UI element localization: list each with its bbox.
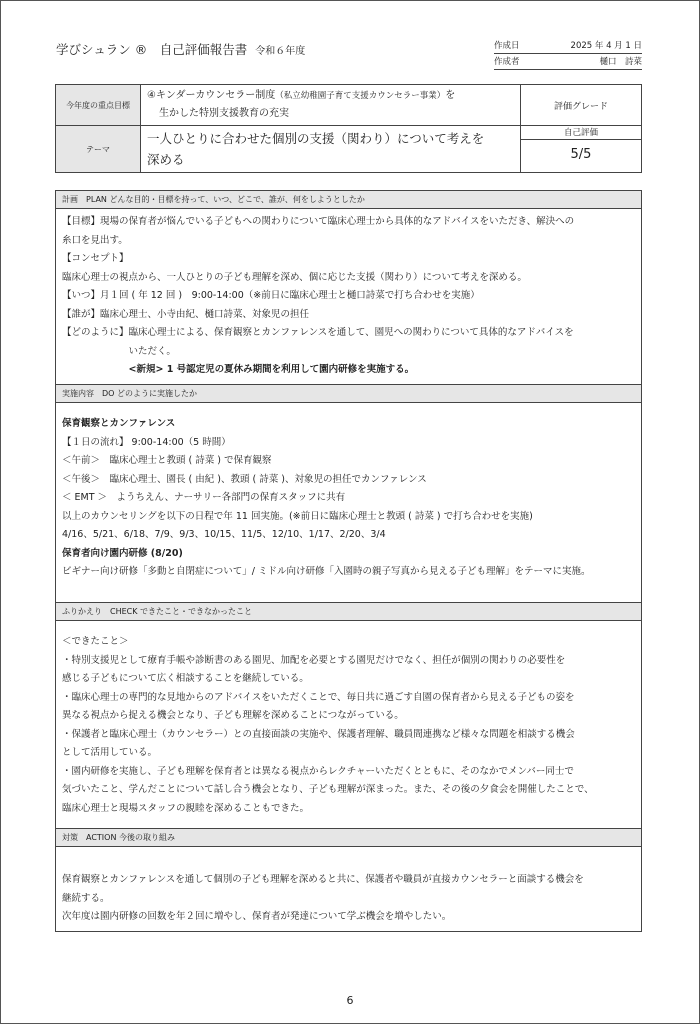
check-line: 異なる視点から捉える機会となり、子ども理解を深めることにつながっている。 <box>62 710 404 721</box>
self-eval-cell <box>521 126 642 173</box>
created-date-label: 作成日 <box>494 41 520 51</box>
goal-line1-main: ④キンダーカウンセラー制度 <box>147 90 276 101</box>
grade-label: 評価グレード <box>521 85 642 126</box>
action-line: 次年度は園内研修の回数を年２回に増やし、保育者が発達について学ぶ機会を増やしたい。 <box>62 911 452 922</box>
created-date-row <box>494 38 642 54</box>
plan-how <box>62 324 635 380</box>
action-line: 保育観察とカンファレンスを通して個別の子ども理解を深めると共に、保護者や職員が直接カウンセラーと面談する機会を <box>62 874 584 885</box>
do-line: 4/16、5/21、6/18、7/9、9/3、10/15、11/5、12/10、1/17、2/20、3/4 <box>62 529 386 540</box>
plan-heading: 計画 PLAN どんな目的・目標を持って、いつ、どこで、誰が、何をしようとしたか <box>56 191 641 209</box>
check-line: ・園内研修を実施し、子ども理解を保育者とは異なる視点からレクチャーいただくとともに、そのなかでメンバー同士で <box>62 765 574 777</box>
plan-how-new: <新規> 1 号認定児の夏休み期間を利用して園内研修を実施する。 <box>128 364 415 375</box>
goal-line1-note: （私立幼稚園子育て支援カウンセラー事業） <box>275 91 446 101</box>
self-eval-label: 自己評価 <box>521 128 641 140</box>
theme-line1: 一人ひとりに合わせた個別の支援（関わり）について考えを <box>147 131 485 146</box>
summary-table <box>55 84 642 173</box>
plan-line: 臨床心理士の視点から、一人ひとりの子ども理解を深め、個に応じた支援（関わり）について考えを深める。 <box>62 271 527 283</box>
plan-line: 【目標】現場の保育者が悩んでいる子どもへの関わりについて臨床心理士から具体的なアドバイスをいただき、解決への <box>62 216 575 227</box>
plan-section <box>56 209 641 384</box>
theme-line2: 深める <box>147 152 185 167</box>
check-line: ・特別支援児として療育手帳や診断書のある園児、加配を必要とする園児だけでなく、担任が個別の関わりの必要性を <box>62 654 566 666</box>
goal-line2: 生かした特別支援教育の充実 <box>159 108 289 119</box>
pdca-report <box>55 190 642 932</box>
check-line: ・保護者と臨床心理士（カウンセラー）との直接面談の実施や、保護者理解、職員間連携など様々な問題を相談する機会 <box>62 728 575 740</box>
plan-how-key: 【どのように】 <box>62 327 129 338</box>
plan-how-line: 臨床心理士による、保育観察とカンファレンスを通して、園児への関わりについて具体的なアドバイスを <box>128 327 574 338</box>
self-eval-value: 5/5 <box>570 147 592 162</box>
author-value: 樋口 詩菜 <box>599 57 642 67</box>
do-line: ＜午前＞ 臨床心理士と教頭 ( 詩菜 ) で保育観察 <box>62 455 272 466</box>
author-label: 作成者 <box>494 57 520 67</box>
theme-text <box>141 126 521 173</box>
goal-label: 今年度の重点目標 <box>56 85 141 126</box>
document-title <box>56 40 305 58</box>
check-line: として活用している。 <box>62 747 158 758</box>
check-line: ＜できたこと＞ <box>62 636 129 647</box>
fiscal-year: 令和６年度 <box>255 46 306 57</box>
do-line: 【１日の流れ】 9:00-14:00（5 時間） <box>62 436 231 448</box>
action-line: 継続する。 <box>62 892 110 904</box>
do-line: ビギナー向け研修「多動と自閉症について」/ ミドル向け研修「入園時の親子写真から見える子ども理解」をテーマに実施。 <box>62 566 591 577</box>
do-line: 以上のカウンセリングを以下の日程で年 11 回実施。(※前日に臨床心理士と教頭 ( 詩菜 ) で打ち合わせを実施) <box>62 510 533 522</box>
check-line: 気づいたこと、学んだことについて話し合う機会となり、子ども理解が深まった。また、その後の夕食会を開催したことで、 <box>62 784 594 795</box>
goal-line1-tail: を <box>445 90 456 101</box>
do-line: ＜午後＞ 臨床心理士、園長 ( 由紀 )、教頭 ( 詩菜 )、対象児の担任でカンファレンス <box>62 473 427 485</box>
plan-line: 糸口を見出す。 <box>62 234 128 246</box>
do-heading: 実施内容 DO どのように実施したか <box>56 384 641 403</box>
plan-line: 【コンセプト】 <box>62 253 129 264</box>
plan-line: 【誰が】臨床心理士、小寺由紀、樋口詩菜、対象児の担任 <box>62 308 310 320</box>
action-heading: 対策 ACTION 今後の取り組み <box>56 828 641 847</box>
do-section <box>56 403 641 602</box>
theme-label: テーマ <box>56 126 141 173</box>
check-line: 感じる子どもについて広く相談することを継続している。 <box>62 673 309 684</box>
page-number: 6 <box>346 994 354 1007</box>
do-subheading: 保育者向け園内研修 (8/20) <box>62 547 183 559</box>
check-heading: ふりかえり CHECK できたこと・できなかったこと <box>56 602 641 621</box>
do-line: ＜ EMT ＞ ようちえん、ナーサリー各部門の保育スタッフに共有 <box>62 492 346 503</box>
created-date-value: 2025 年 4 月 1 日 <box>570 41 642 51</box>
document-meta <box>494 38 642 70</box>
action-section <box>56 847 641 927</box>
check-section <box>56 621 641 828</box>
check-line: 臨床心理士と現場スタッフの親睦を深めることもできた。 <box>62 802 310 814</box>
title-text: 学びシュラン ® 自己評価報告書 <box>56 42 248 57</box>
author-row <box>494 54 642 70</box>
goal-text <box>141 85 521 126</box>
do-subheading: 保育観察とカンファレンス <box>62 418 176 429</box>
check-line: ・臨床心理士の専門的な見地からのアドバイスをいただくことで、毎日共に過ごす自園の保育者から見える子どもの姿を <box>62 691 575 703</box>
plan-line: 【いつ】月１回 ( 年 12 回 ) 9:00-14:00（※前日に臨床心理士と樋口詩菜で打ち合わせを実施） <box>62 290 480 301</box>
plan-how-line: いただく。 <box>128 345 176 357</box>
